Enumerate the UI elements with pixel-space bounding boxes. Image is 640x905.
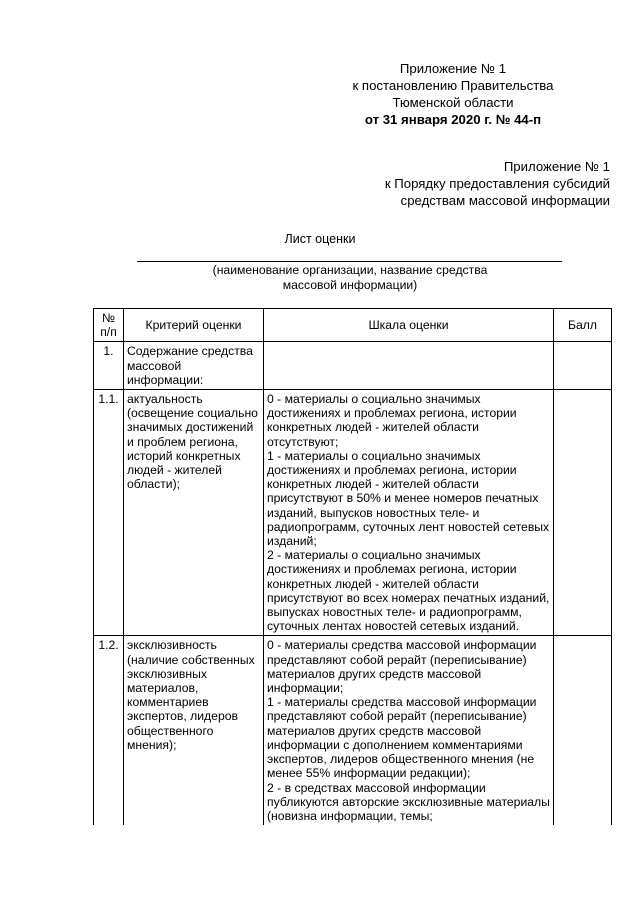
appendix-header-procedure (310, 158, 610, 209)
row-criterion: актуальность (освещение социально значимых достижений и проблем региона, историй конкретных людей - жителей области); (124, 390, 264, 636)
header-criterion: Критерий оценки (124, 309, 264, 342)
scale-option: 2 - в средствах массовой информации публикуются авторские эксклюзивные материалы (новизна информации, темы; (267, 780, 550, 823)
caption-line: массовой информации) (282, 278, 418, 292)
appendix-ref-line: средствам массовой информации (400, 193, 610, 208)
appendix-ref-line: к постановлению Правительства (352, 78, 554, 93)
appendix-ref-line: к Порядку предоставления субсидий (384, 176, 610, 191)
table-header-row (94, 309, 612, 342)
appendix-ref-line: Тюменской области (392, 95, 514, 110)
row-number: 1. (94, 342, 124, 390)
table-row (94, 342, 612, 390)
header-scale: Шкала оценки (264, 309, 554, 342)
scale-option: 1 - материалы о социально значимых достижениях и проблемах региона, истории конкретных людей - жителей области присутствуют в 50% и менее номеров печатных изданий, выпусков новостных теле- и радиопрограмм, суточных лент новостей сетевых изданий; (267, 448, 550, 549)
table-row (94, 636, 612, 825)
caption-line: (наименование организации, название средства (212, 263, 488, 277)
row-number: 1.1. (94, 390, 124, 636)
scale-option: 0 - материалы о социально значимых достижениях и проблемах региона, истории конкретных людей - жителей области отсутствуют; (267, 392, 517, 449)
row-criterion: Содержание средства массовой информации: (124, 342, 264, 390)
organization-name-line (137, 261, 562, 262)
appendix-date-number: от 31 января 2020 г. № 44-п (364, 112, 542, 127)
appendix-label: Приложение № 1 (399, 61, 507, 76)
scale-option: 0 - материалы средства массовой информации представляют собой рерайт (переписывание) материалов других средств массовой информации; (267, 638, 537, 696)
header-number-line: № (101, 311, 116, 325)
header-number (94, 309, 124, 342)
appendix-label: Приложение № 1 (503, 159, 610, 174)
table-row (94, 390, 612, 636)
organization-name-caption (160, 263, 540, 293)
evaluation-table (93, 308, 612, 825)
row-scale (264, 342, 554, 390)
row-score (554, 636, 612, 825)
scale-option: 2 - материалы о социально значимых достижениях и проблемах региона, истории конкретных людей - жителей области присутствуют во всех номерах печатных изданий, выпусках новостных теле- и радиопрограмм, суточных лентах новостей сетевых изданий. (267, 548, 550, 634)
row-score (554, 390, 612, 636)
appendix-header-government (313, 60, 593, 128)
row-score (554, 342, 612, 390)
scale-option: 1 - материалы средства массовой информации представляют собой рерайт (переписывание) материалов других средств массовой информации с дополнением комментариями экспертов, лидеров общественного мнения (не менее 55% информации редакции); (267, 695, 537, 781)
header-score: Балл (554, 309, 612, 342)
sheet-title: Лист оценки (284, 232, 356, 246)
header-number-line: п/п (100, 325, 117, 340)
row-number: 1.2. (94, 636, 124, 825)
row-scale (264, 636, 554, 825)
row-scale (264, 390, 554, 636)
row-criterion: эксклюзивность (наличие собственных эксклюзивных материалов, комментариев экспертов, лидеров общественного мнения); (124, 636, 264, 825)
